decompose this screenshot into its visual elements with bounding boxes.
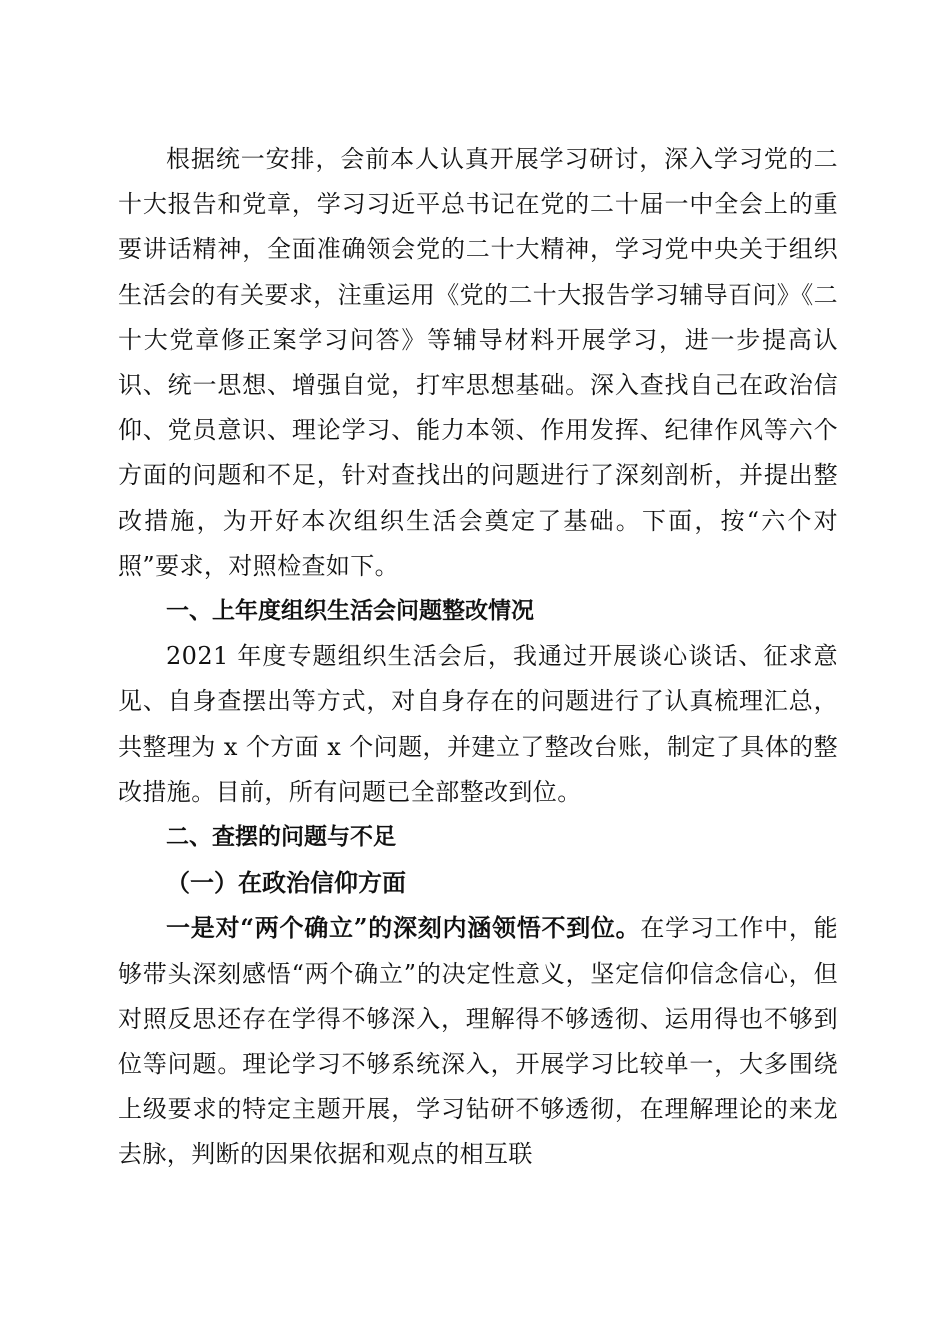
section-1-paragraph: 2021 年度专题组织生活会后，我通过开展谈心谈话、征求意见、自身查摆出等方式，对自身存在的问题进行了认真梳理汇总，共整理为 x 个方面 x 个问题，并建立了整改台账，制定了具体的整改措施。目前，所有问题已全部整改到位。 — [118, 642, 838, 806]
subsection-1-lead: 一是对“两个确立”的深刻内涵领悟不到位。 — [166, 913, 641, 943]
document-body — [118, 137, 838, 1178]
subsection-1-body: 在学习工作中，能够带头深刻感悟“两个确立”的决定性意义，坚定信仰信念信心，但对照反思还存在学得不够深入，理解得不够透彻、运用得也不够到位等问题。理论学习不够系统深入，开展学习比较单一，大多围绕上级要求的特定主题开展，学习钻研不够透彻，在理解理论的来龙去脉，判断的因果依据和观点的相互联 — [118, 914, 839, 1169]
subsection-1-paragraph — [118, 905, 838, 1177]
section-2-heading: 二、查摆的问题与不足 — [166, 824, 396, 851]
subsection-1-heading: （一）在政治信仰方面 — [166, 868, 406, 898]
section-1-heading: 一、上年度组织生活会问题整改情况 — [166, 598, 534, 625]
intro-paragraph: 根据统一安排，会前本人认真开展学习研讨，深入学习党的二十大报告和党章，学习习近平总书记在党的二十届一中全会上的重要讲话精神，全面准确领会党的二十大精神，学习党中央关于组织生活会的有关要求，注重运用《党的二十大报告学习辅导百问》《二十大党章修正案学习问答》等辅导材料开展学习，进一步提高认识、统一思想、增强自觉，打牢思想基础。深入查找自己在政治信仰、党员意识、理论学习、能力本领、作用发挥、纪律作风等六个方面的问题和不足，针对查找出的问题进行了深刻剖析，并提出整改措施，为开好本次组织生活会奠定了基础。下面，按“六个对照”要求，对照检查如下。 — [118, 145, 838, 580]
